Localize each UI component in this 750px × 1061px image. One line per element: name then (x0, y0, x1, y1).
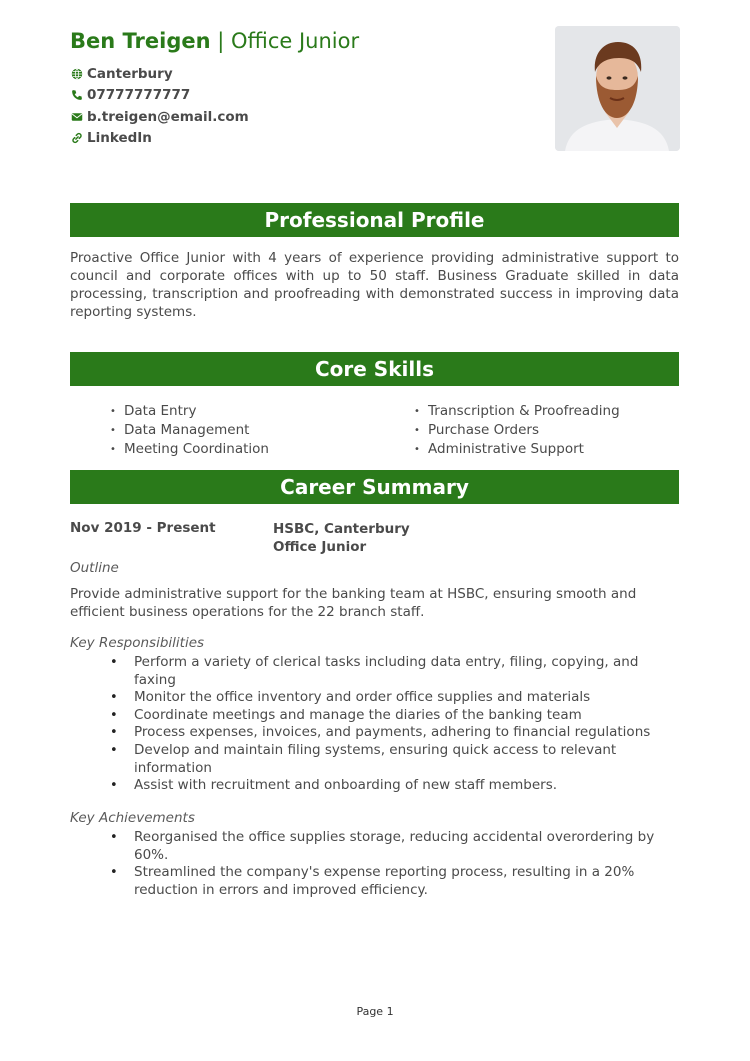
outline-text: Provide administrative support for the banking team at HSBC, ensuring smooth and efficient business operations for the 22 branch staff. (70, 586, 637, 620)
contact-linkedin-text: LinkedIn (87, 130, 152, 147)
envelope-icon (70, 110, 84, 124)
phone-icon (70, 88, 84, 102)
list-item: • Process expenses, invoices, and payments, adhering to financial regulations (108, 724, 673, 742)
skills-list-right (414, 402, 620, 459)
skill-item: • Transcription & Proofreading (414, 402, 620, 421)
job-employer: HSBC, Canterbury (273, 521, 410, 537)
skill-item: • Administrative Support (414, 440, 620, 459)
contact-email-text: b.treigen@email.com (87, 108, 249, 125)
page-number: Page 1 (356, 1005, 394, 1018)
list-item: • Develop and maintain filing systems, ensuring quick access to relevant information (108, 742, 673, 777)
profile-summary: Proactive Office Junior with 4 years of experience providing administrative support to council and corporate offices with up to 50 staff. Business Graduate skilled in data processing, transcription and proofreading with demonstrated success in improving data reporting systems. (70, 250, 679, 320)
skill-item: • Purchase Orders (414, 421, 620, 440)
skill-item: • Meeting Coordination (110, 440, 269, 459)
list-item: • Monitor the office inventory and order office supplies and materials (108, 689, 673, 707)
job-dates: Nov 2019 - Present (70, 520, 216, 536)
responsibilities-label: Key Responsibilities (70, 635, 205, 651)
list-item: • Reorganised the office supplies storage, reducing accidental overordering by 60%. (108, 829, 673, 864)
responsibilities-list (108, 654, 673, 795)
contact-location (70, 63, 249, 85)
profile-heading: Professional Profile (70, 203, 679, 237)
skill-item: • Data Entry (110, 402, 269, 421)
skills-list-left (110, 402, 269, 459)
globe-icon (70, 67, 84, 81)
link-icon (70, 131, 84, 145)
contact-phone[interactable] (70, 85, 249, 107)
contact-phone-text: 07777777777 (87, 87, 191, 104)
list-item: • Assist with recruitment and onboarding of new staff members. (108, 777, 673, 795)
contact-list (70, 63, 249, 149)
achievements-list (108, 829, 673, 899)
skills-heading: Core Skills (70, 352, 679, 386)
contact-email[interactable] (70, 106, 249, 128)
profile-photo (555, 26, 680, 151)
achievements-label: Key Achievements (70, 810, 195, 826)
skill-item: • Data Management (110, 421, 269, 440)
contact-linkedin[interactable] (70, 128, 249, 150)
job-title: Office Junior (273, 539, 367, 555)
list-item: • Perform a variety of clerical tasks including data entry, filing, copying, and faxing (108, 654, 673, 689)
career-heading: Career Summary (70, 470, 679, 504)
candidate-name: Ben Treigen (70, 29, 211, 53)
job-employer-block (273, 520, 410, 556)
page-title (70, 27, 359, 55)
list-item: • Coordinate meetings and manage the diaries of the banking team (108, 707, 673, 725)
candidate-role: Office Junior (231, 29, 360, 53)
title-separator: | (217, 29, 225, 53)
contact-location-text: Canterbury (87, 65, 173, 82)
list-item: • Streamlined the company's expense reporting process, resulting in a 20% reduction in errors and improved efficiency. (108, 864, 673, 899)
outline-label: Outline (70, 560, 119, 576)
